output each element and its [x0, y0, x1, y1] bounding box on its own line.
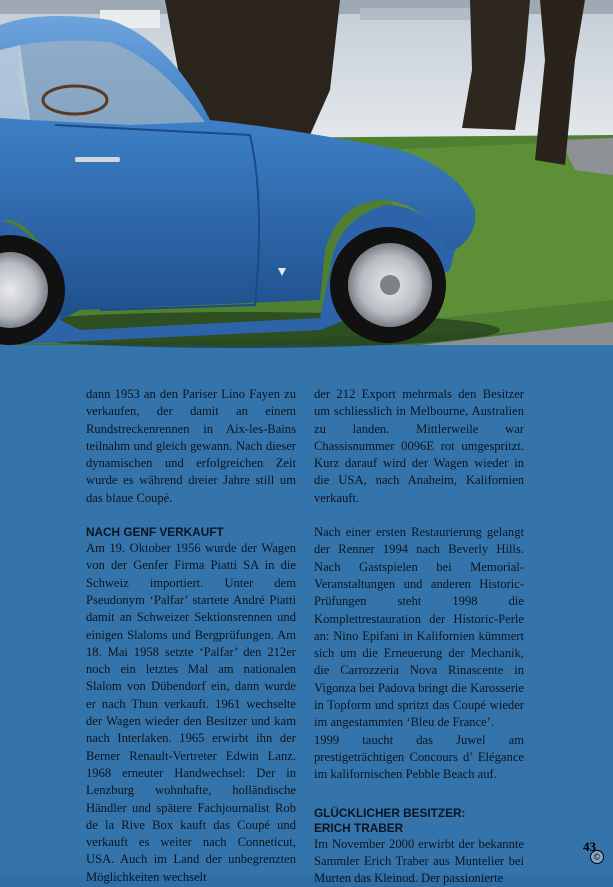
- paragraph: dann 1953 an den Pariser Lino Fayen zu verkaufen, der damit an einem Rundstreckenrennen in Aix-les-Bains teilnahm und gleich gewann. Nach dieser dynamischen und erfolgreichen Zeit wurde es während dreier Jahre still um das blaue Coupé.: [86, 387, 296, 505]
- paragraph: der 212 Export mehrmals den Besitzer um schliesslich in Melbourne, Australien zu landen. Mittlerweile war Chassisnummer 0096E rot umgespritzt. Kurz darauf wird der Wagen wieder in die USA, nach Anaheim, Kalifornien verkauft.: [314, 387, 524, 505]
- text-column-left: [86, 386, 296, 886]
- section-heading-line: GLÜCKLICHER BESITZER:: [314, 805, 466, 820]
- section-heading: [314, 806, 524, 836]
- section-heading: NACH GENF VERKAUFT: [86, 525, 224, 540]
- text-column-right: [314, 386, 524, 887]
- paragraph: Nach einer ersten Restaurierung gelangt der Renner 1994 nach Beverly Hills. Nach Gastspielen bei Memorial-Veranstaltungen und anderen Historic-Prüfungen steht 1998 die Komplettrestauration der Historic-Perle an: Nino Epifani in Kalifornien kümmert sich um die Erneuerung der Mechanik, die Carrozzeria Nova Rinascente in Vigonza bei Padova bringt die Karosserie in Topform und spritzt das Coupé wieder im angestammten ‘Bleu de France’.: [314, 525, 524, 730]
- car-photo: [0, 0, 613, 345]
- paragraph: Im November 2000 erwirbt der bekannte Sammler Erich Traber aus Muntelier bei Murten das Kleinod. Der passionierte: [314, 836, 524, 886]
- paragraph: Am 19. Oktober 1956 wurde der Wagen von der Genfer Firma Piatti SA in die Schweiz importiert. Unter dem Pseudonym ‘Palfar’ startete André Piatti damit an Schweizer Sektionsrennen und einigen Slaloms und Bergprüfungen. Am 18. Mai 1958 setzte ‘Palfar’ den 212er noch ein letztes Mal am nationalen Slalom von Dübendorf ein, dann wurde er nach Thun verkauft. 1961 wechselte der Wagen wieder den Besitzer und kam nach Interlaken. 1965 erwirbt ihn der Berner Renault-Vertreter Edwin Lanz. 1968 erneuter Handwechsel: Der in Lenzburg wohnhafte, holländische Händler und spätere Fachjournalist Rob de la Rive Box kauft das Coupé und verkauft es weiter nach Conneticut, USA. Auch im Land der unbegrenzten Möglichkeiten wechselt: [86, 541, 296, 884]
- section-heading-line: ERICH TRABER: [314, 820, 404, 835]
- page-number: 43: [583, 839, 596, 854]
- paragraph: 1999 taucht das Juwel am prestigeträchtigen Concours d’ Elégance im kalifornischen Pebble Beach auf.: [314, 732, 524, 782]
- blue-coupe-illustration: [0, 0, 613, 345]
- copyright-icon: ©: [590, 850, 604, 864]
